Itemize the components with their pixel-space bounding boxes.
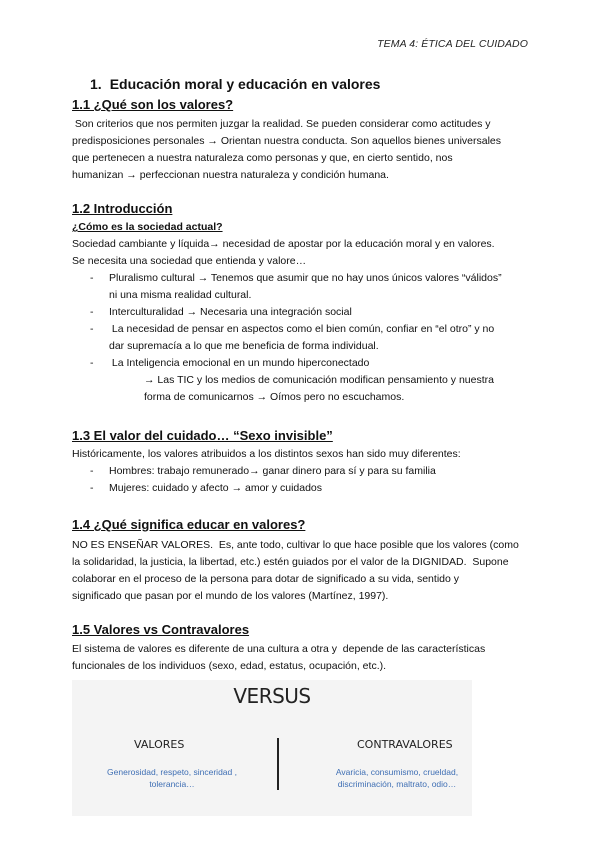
list-dash: - [90,323,94,335]
section-1-4-paragraph [72,537,528,605]
list-dash: - [90,306,94,318]
paragraph-line: El sistema de valores es diferente de una cultura a otra y depende de las características [72,643,486,655]
section-1-2-question: ¿Cómo es la sociedad actual? [72,221,223,233]
paragraph-line: predisposiciones personales → Orientan nuestra conducta. Son aquellos bienes universales [72,135,502,147]
section-1-2-list [72,270,528,406]
list-subitem-line: → Las TIC y los medios de comunicación modifican pensamiento y nuestra [144,374,494,386]
versus-graphic [72,680,472,816]
paragraph-line: funcionales de los individuos (sexo, edad, estatus, ocupación, etc.). [72,660,387,672]
versus-title: VERSUS [233,684,311,708]
list-item-line: dar supremacía a lo que me beneficia de forma individual. [109,340,379,352]
paragraph-line: Se necesita una sociedad que entienda y valore… [72,255,307,267]
list-item-line: La necesidad de pensar en aspectos como el bien común, confiar en “el otro” y no [109,323,495,335]
list-item [72,463,528,480]
paragraph-line: significado que pasan por el mundo de los valores (Martínez, 1997). [72,590,389,602]
list-item-line: La Inteligencia emocional en un mundo hiperconectado [109,357,370,369]
page-header-topic: TEMA 4: ÉTICA DEL CUIDADO [377,38,528,50]
contravalores-list [322,766,472,790]
versus-divider [277,738,279,790]
paragraph-line: humanizan → perfeccionan nuestra naturaleza y condición humana. [72,169,389,181]
list-item [72,321,528,355]
main-heading-number: 1. [90,76,102,92]
paragraph-line: NO ES ENSEÑAR VALORES. Es, ante todo, cultivar lo que hace posible que los valores (como [72,539,519,551]
list-dash: - [90,272,94,284]
list-dash: - [90,465,94,477]
section-1-4-title: 1.4 ¿Qué significa educar en valores? [72,517,306,532]
section-1-5-paragraph [72,641,528,675]
main-heading [90,76,380,92]
section-1-1-title: 1.1 ¿Qué son los valores? [72,97,234,112]
paragraph-line: colaborar en el proceso de la persona para dotar de significado a su vida, sentido y [72,573,459,585]
list-item-line: ni una misma realidad cultural. [109,289,252,301]
section-1-3-list [72,463,528,497]
list-item [72,480,528,497]
section-1-1-paragraph [72,116,528,184]
paragraph-line: la solidaridad, la justicia, la libertad, etc.) estén guiados por el valor de la DIGNIDAD. Supone [72,556,509,568]
list-item-line: Pluralismo cultural → Tenemos que asumir que no hay unos únicos valores “válidos” [109,272,502,284]
list-item-line: Interculturalidad → Necesaria una integración social [109,306,352,318]
paragraph-line: Sociedad cambiante y líquida→ necesidad de apostar por la educación moral y en valores. [72,238,495,250]
list-item [72,355,528,372]
list-dash: - [90,357,94,369]
list-subitem-line: forma de comunicarnos → Oímos pero no escuchamos. [144,391,405,403]
valores-line: tolerancia… [149,779,195,789]
contravalores-line: discriminación, maltrato, odio… [337,779,457,789]
list-dash: - [90,482,94,494]
main-heading-text: Educación moral y educación en valores [109,76,381,92]
valores-line: Generosidad, respeto, sinceridad , [107,767,237,777]
section-1-3-title: 1.3 El valor del cuidado… “Sexo invisible” [72,428,333,443]
contravalores-heading: CONTRAVALORES [357,738,453,751]
contravalores-line: Avaricia, consumismo, crueldad, [335,767,459,777]
list-subitem [72,372,528,406]
list-item [72,270,528,304]
valores-list [82,766,262,790]
section-1-2-paragraph [72,236,528,270]
paragraph-line: Son criterios que nos permiten juzgar la realidad. Se pueden considerar como actitudes y [72,118,491,130]
list-item [72,304,528,321]
list-item-line: Mujeres: cuidado y afecto → amor y cuidados [109,482,323,494]
paragraph-line: que pertenecen a nuestra naturaleza como personas y que, en cierto sentido, nos [72,152,453,164]
valores-heading: VALORES [134,738,185,751]
section-1-5-title: 1.5 Valores vs Contravalores [72,622,250,637]
section-1-2-title: 1.2 Introducción [72,201,173,216]
list-item-line: Hombres: trabajo remunerado→ ganar dinero para sí y para su familia [109,465,436,477]
section-1-3-paragraph: Históricamente, los valores atribuidos a los distintos sexos han sido muy diferentes: [72,448,461,460]
